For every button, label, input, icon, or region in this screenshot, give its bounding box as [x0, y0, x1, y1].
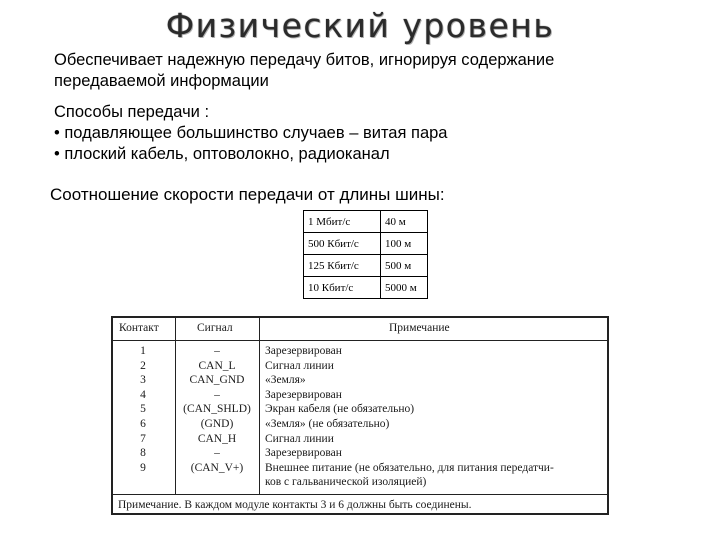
column-divider [259, 318, 260, 494]
speed-cell: 500 Кбит/с [304, 233, 381, 255]
contact-number: 7 [140, 432, 146, 445]
speed-length-table [303, 210, 428, 299]
length-cell: 500 м [381, 255, 428, 277]
pin-table-header [113, 318, 607, 341]
header-contact: Контакт [119, 322, 159, 334]
speed-cell: 10 Кбит/с [304, 277, 381, 299]
note-text: Внешнее питание (не обязательно, для питания передатчи- [265, 461, 554, 474]
table-row [304, 255, 428, 277]
table-row [304, 233, 428, 255]
note-text: Зарезервирован [265, 388, 342, 401]
length-cell: 5000 м [381, 277, 428, 299]
contact-column [137, 344, 149, 475]
note-text: Зарезервирован [265, 447, 342, 460]
note-text: Экран кабеля (не обязательно) [265, 403, 415, 416]
note-column [265, 344, 554, 490]
contact-number: 1 [140, 345, 146, 357]
note-text: «Земля» [265, 374, 306, 387]
note-text: ков с гальванической изоляцией) [265, 476, 427, 489]
methods-heading: Способы передачи : [54, 103, 210, 121]
ratio-heading: Соотношение скорости передачи от длины шины: [50, 185, 445, 204]
header-note: Примечание [389, 322, 450, 334]
intro-line-2: передаваемой информации [54, 72, 269, 90]
signal-name: (CAN_SHLD) [183, 403, 251, 416]
connector-pin-table [111, 316, 609, 515]
intro-paragraph [54, 50, 654, 92]
header-signal: Сигнал [197, 322, 233, 334]
length-cell: 40 м [381, 211, 428, 233]
contact-number: 6 [140, 417, 146, 430]
table-row [304, 277, 428, 299]
note-text: Сигнал линии [265, 432, 334, 445]
signal-name: (CAN_V+) [190, 461, 244, 474]
contact-number: 9 [140, 461, 146, 474]
speed-cell: 1 Мбит/с [304, 211, 381, 233]
pin-table-footer [113, 494, 607, 516]
method-item: • плоский кабель, оптоволокно, радиоканал [54, 145, 390, 163]
signal-name: – [214, 388, 220, 401]
signal-column [175, 344, 259, 475]
contact-number: 2 [140, 359, 146, 372]
signal-name: CAN_GND [189, 374, 245, 387]
signal-name: CAN_H [197, 432, 237, 445]
methods-block [54, 102, 654, 165]
contact-number: 3 [140, 374, 146, 387]
note-text: Сигнал линии [265, 359, 334, 372]
signal-name: CAN_L [198, 359, 236, 372]
note-text: Зарезервирован [265, 345, 342, 357]
signal-name: – [214, 345, 220, 357]
intro-line-1: Обеспечивает надежную передачу битов, игнорируя содержание [54, 51, 555, 69]
footer-note: Примечание. В каждом модуле контакты 3 и 6 должны быть соединены. [118, 499, 472, 511]
speed-cell: 125 Кбит/с [304, 255, 381, 277]
signal-name: (GND) [200, 417, 234, 430]
contact-number: 5 [140, 403, 146, 416]
contact-number: 4 [140, 388, 146, 401]
length-cell: 100 м [381, 233, 428, 255]
method-item: • подавляющее большинство случаев – витая пара [54, 124, 448, 142]
note-text: «Земля» (не обязательно) [265, 417, 390, 430]
contact-number: 8 [140, 447, 146, 460]
signal-name: – [214, 447, 220, 460]
table-row [304, 211, 428, 233]
page-title: Физический уровень [165, 6, 555, 45]
